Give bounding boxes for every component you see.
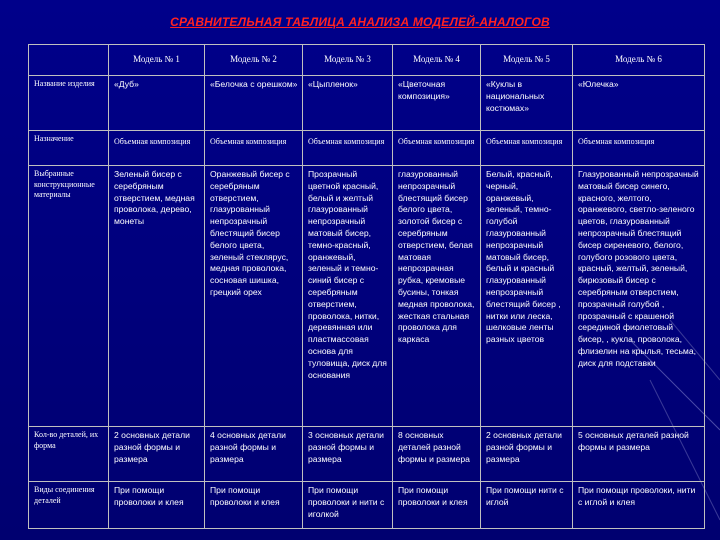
table-cell: «Дуб»	[109, 76, 205, 131]
table-cell: «Юлечка»	[573, 76, 705, 131]
table-row	[29, 427, 705, 482]
row-header-count: Кол-во деталей, их форма	[29, 427, 109, 482]
table-cell: При помощи проволоки, нити с иглой и клея	[573, 482, 705, 529]
table-row	[29, 482, 705, 529]
table-cell: «Белочка с орешком»	[205, 76, 303, 131]
table-cell: Объемная композиция	[303, 131, 393, 166]
table-cell: «Куклы в национальных костюмах»	[481, 76, 573, 131]
table-cell: Оранжевый бисер с серебряным отверстием, глазурованный непрозрачный блестящий бисер белого цвета, зеленый стеклярус, медная проволока, сосновая шишка, грецкий орех	[205, 166, 303, 427]
column-header-model-2: Модель № 2	[205, 45, 303, 76]
table-cell: Белый, красный, черный, оранжевый, зеленый, темно-голубой глазурованный непрозрачный матовый бисер, белый и красный глазурованный непрозрачный блестящий бисер , нитки или леска, шелковые ленты разных цветов	[481, 166, 573, 427]
column-header-model-3: Модель № 3	[303, 45, 393, 76]
table-cell: 3 основных детали разной формы и размера	[303, 427, 393, 482]
table-cell: Объемная композиция	[481, 131, 573, 166]
table-cell: Объемная композиция	[109, 131, 205, 166]
row-header-materials: Выбранные конструкционные материалы	[29, 166, 109, 427]
row-header-joining: Виды соединения деталей	[29, 482, 109, 529]
row-header-name: Название изделия	[29, 76, 109, 131]
table-cell: При помощи проволоки и клея	[205, 482, 303, 529]
table-cell: При помощи проволоки и нити с иголкой	[303, 482, 393, 529]
table-row	[29, 131, 705, 166]
table-cell: 2 основных детали разной формы и размера	[109, 427, 205, 482]
table-cell: «Цветочная композиция»	[393, 76, 481, 131]
table-cell: Прозрачный цветной красный, белый и желтый глазурованный непрозрачный матовый бисер, темно-красный, оранжевый, зеленый и темно-синий бисер с серебряным отверстием, проволока, нитки, деревянная или пластмассовая основа для туловища, диск для основания	[303, 166, 393, 427]
comparison-table	[28, 44, 705, 529]
table-row	[29, 166, 705, 427]
column-header-model-1: Модель № 1	[109, 45, 205, 76]
table-cell: Объемная композиция	[393, 131, 481, 166]
table-row	[29, 76, 705, 131]
table-cell: 5 основных деталей разной формы и размера	[573, 427, 705, 482]
table-header-row	[29, 45, 705, 76]
table-cell: глазурованный непрозрачный блестящий бисер белого цвета, золотой бисер с серебряным отверстием, белая матовая непрозрачная рубка, кремовые бусины, тонкая медная проволока, жесткая стальная проволока для каркаса	[393, 166, 481, 427]
table-cell: При помощи проволоки и клея	[109, 482, 205, 529]
table-cell: 8 основных деталей разной формы и размера	[393, 427, 481, 482]
table-cell: Объемная композиция	[573, 131, 705, 166]
table-cell: При помощи проволоки и клея	[393, 482, 481, 529]
column-header-model-4: Модель № 4	[393, 45, 481, 76]
table-cell: 2 основных детали разной формы и размера	[481, 427, 573, 482]
table-cell: Объемная композиция	[205, 131, 303, 166]
row-header-purpose: Назначение	[29, 131, 109, 166]
table-cell: При помощи нити с иглой	[481, 482, 573, 529]
table-cell: 4 основных детали разной формы и размера	[205, 427, 303, 482]
table-cell: «Цыпленок»	[303, 76, 393, 131]
column-header-model-5: Модель № 5	[481, 45, 573, 76]
corner-cell	[29, 45, 109, 76]
table-cell: Глазурованный непрозрачный матовый бисер синего, красного, желтого, оранжевого, светло-зеленого цветов, глазурованный непрозрачный блестящий бисер сиреневого, белого, голубого розового цвета, красный, желтый, зеленый, бирюзовый бисер с серебряным отверстием, прозрачный голубой , прозрачный с крашеной серединой фиолетовый бисер, , кукла, проволока, флизелин на крылья, тесьма, диск для подставки	[573, 166, 705, 427]
column-header-model-6: Модель № 6	[573, 45, 705, 76]
page-title: СРАВНИТЕЛЬНАЯ ТАБЛИЦА АНАЛИЗА МОДЕЛЕЙ-АНАЛОГОВ	[170, 15, 550, 29]
table-cell: Зеленый бисер с серебряным отверстием, медная проволока, дерево, монеты	[109, 166, 205, 427]
